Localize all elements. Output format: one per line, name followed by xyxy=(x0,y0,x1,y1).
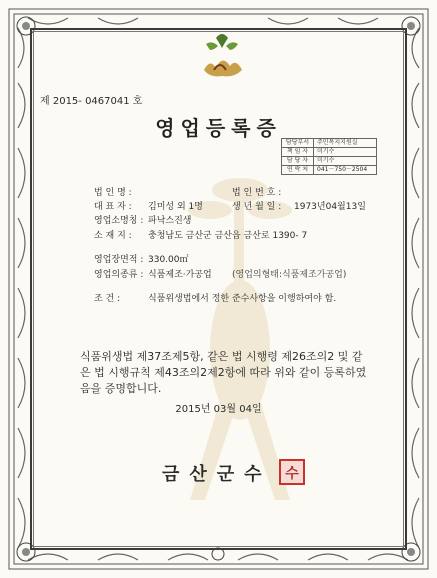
certification-statement: 식품위생법 제37조제5항, 같은 법 시행령 제26조의2 및 같은 법 시행규칙 제43조의2제2항에 따라 위와 같이 등록하였음을 증명합니다. xyxy=(80,350,367,395)
rep-label: 대 표 자 : xyxy=(94,202,132,212)
table-row xyxy=(282,148,377,157)
rep-value: 김미성 외 1명 xyxy=(148,202,203,212)
issue-date: 2015년 03월 04일 xyxy=(175,404,262,415)
approval-label: 담당부서 xyxy=(282,139,314,148)
approval-label: 책 임 자 xyxy=(282,148,314,157)
issuer-name: 금산군수 xyxy=(162,464,272,485)
corp-no-label: 법 인 번 호 : xyxy=(232,188,282,198)
business-type-value: 식품제조·가공업 xyxy=(148,270,212,280)
condition-label: 조 건 : xyxy=(94,294,121,304)
birth-value: 1973년04월13일 xyxy=(294,202,366,212)
seal-char: 수 xyxy=(285,466,299,482)
official-seal xyxy=(279,459,305,485)
area-label: 영업장면적 : xyxy=(94,255,144,265)
approval-value: 미기수 xyxy=(314,148,377,157)
address-label: 소 재 지 : xyxy=(94,231,132,241)
approval-table xyxy=(281,138,377,175)
certificate-number: 제 2015- 0467041 호 xyxy=(40,96,143,107)
shop-label: 영업소명칭 : xyxy=(94,216,144,226)
business-form-value: (영업의형태:식품제조가공업) xyxy=(232,270,347,280)
approval-label: 담 당 자 xyxy=(282,157,314,166)
shop-value: 파낙스진생 xyxy=(148,216,192,226)
table-row xyxy=(282,139,377,148)
approval-label: 연 락 처 xyxy=(282,166,314,175)
condition-value: 식품위생법에서 정한 준수사항을 이행하여야 함. xyxy=(148,294,337,304)
address-value: 충청남도 금산군 금산읍 금산로 1390- 7 xyxy=(148,231,308,241)
table-row xyxy=(282,166,377,175)
geumsan-logo xyxy=(196,30,248,80)
business-name-label: 법 인 명 : xyxy=(94,188,132,198)
page-title: 영업등록증 xyxy=(155,116,282,140)
birth-label: 생 년 월 일 : xyxy=(232,202,282,212)
area-value: 330.00㎡ xyxy=(148,255,189,265)
business-type-label: 영업의종류 : xyxy=(94,270,144,280)
approval-value: 주민복지지원실 xyxy=(314,139,377,148)
approval-value: 미기수 xyxy=(314,157,377,166)
approval-value: 041－750－2504 xyxy=(314,166,377,175)
table-row xyxy=(282,157,377,166)
